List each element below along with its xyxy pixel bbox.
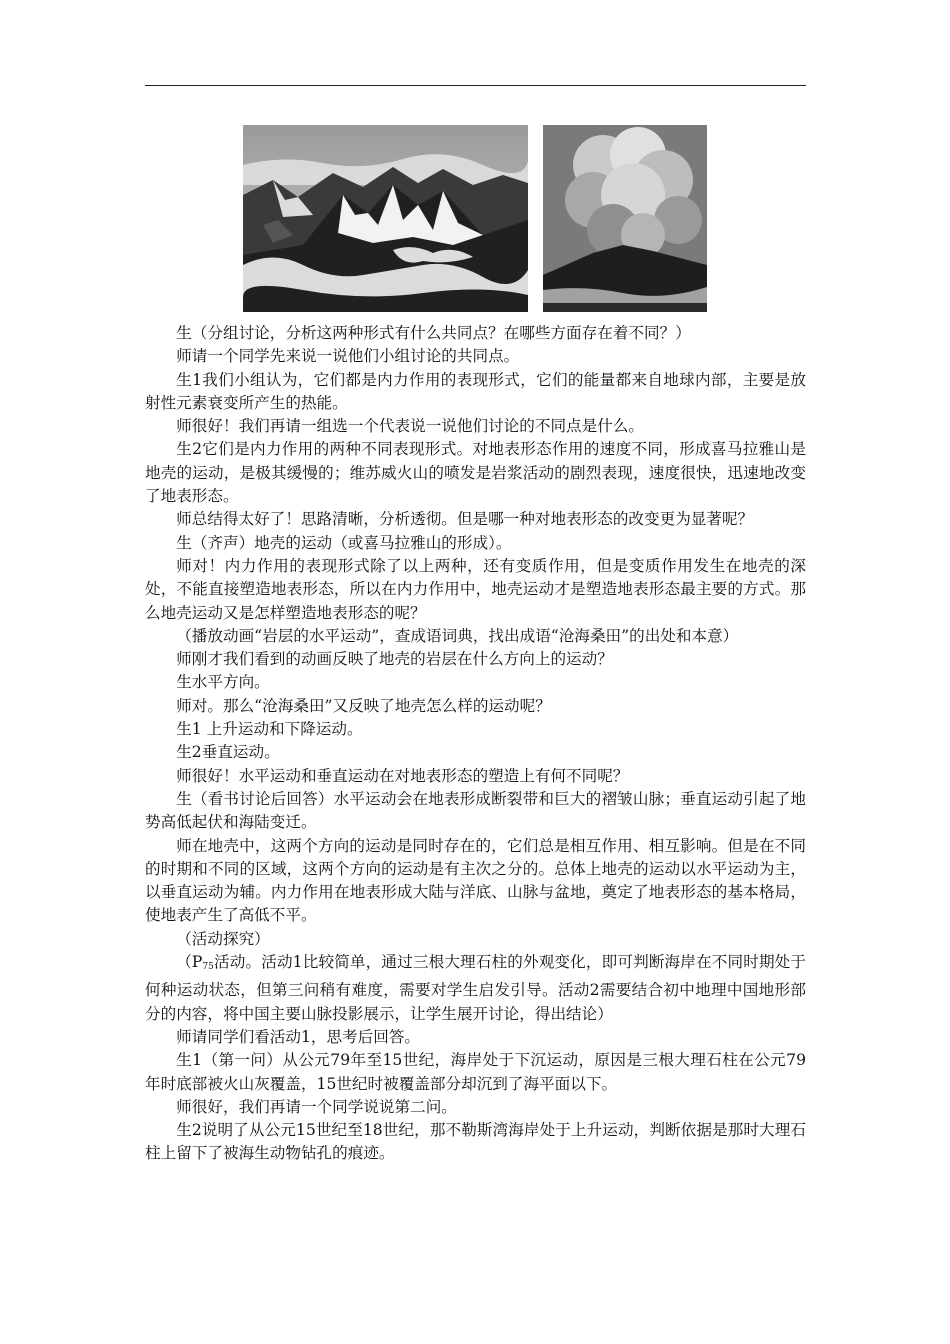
paragraph: （活动探究） xyxy=(176,929,270,948)
paragraph: 生2它们是内力作用的两种不同表现形式。对地表形态作用的速度不同，形成喜马拉雅山是地壳的运动，是极其缓慢的；维苏威火山的喷发是岩浆活动的剧烈表现，速度很快，迅速地改变了地表形态。 xyxy=(145,440,806,506)
activity-note-paragraph xyxy=(145,951,806,1026)
vesuvius-eruption-photo-icon xyxy=(543,125,707,312)
volcano-photo xyxy=(543,125,707,312)
paragraph: 师很好，我们再请一个同学说说第二问。 xyxy=(176,1097,457,1116)
paragraph: 师在地壳中，这两个方向的运动是同时存在的，它们总是相互作用、相互影响。但是在不同的时期和不同的区域，这两个方向的运动是有主次之分的。总体上地壳的运动以水平运动为主，以垂直运动为辅。内力作用在地表形成大陆与洋底、山脉与盆地，奠定了地表形态的基本格局，使地表产生了高低不平。 xyxy=(145,836,806,925)
paragraph: （播放动画“岩层的水平运动”，查成语词典，找出成语“沧海桑田”的出处和本意） xyxy=(176,626,739,645)
paragraph: 师对！内力作用的表现形式除了以上两种，还有变质作用，但是变质作用发生在地壳的深处，不能直接塑造地表形态，所以在内力作用中，地壳运动才是塑造地表形态最主要的方式。那么地壳运动又是怎样塑造地表形态的呢？ xyxy=(145,556,806,622)
paragraph: 师对。那么“沧海桑田”又反映了地壳怎么样的运动呢？ xyxy=(176,696,551,715)
paragraph: 师刚才我们看到的动画反映了地壳的岩层在什么方向上的运动？ xyxy=(176,650,613,669)
activity-note-prefix: （P xyxy=(176,953,203,972)
paragraph: 生1 上升运动和下降运动。 xyxy=(176,720,363,739)
paragraph: 生1我们小组认为，它们都是内力作用的表现形式，它们的能量都来自地球内部，主要是放射性元素衰变所产生的热能。 xyxy=(145,370,806,412)
paragraph: 生（齐声）地壳的运动（或喜马拉雅山的形成）。 xyxy=(176,533,512,552)
himalaya-mountain-photo-icon xyxy=(243,125,528,312)
page-subscript: 75 xyxy=(202,962,214,973)
header-rule xyxy=(145,85,806,86)
paragraph: 师很好！我们再请一组选一个代表说一说他们讨论的不同点是什么。 xyxy=(176,417,645,436)
paragraph: 生2说明了从公元15世纪至18世纪，那不勒斯湾海岸处于上升运动，判断依据是那时大理石柱上留下了被海生动物钻孔的痕迹。 xyxy=(145,1121,806,1163)
paragraph: 生水平方向。 xyxy=(176,673,270,692)
paragraph: 师请同学们看活动1，思考后回答。 xyxy=(176,1027,421,1046)
paragraph: 生1（第一问）从公元79年至15世纪，海岸处于下沉运动，原因是三根大理石柱在公元79年时底部被火山灰覆盖，15世纪时被覆盖部分却沉到了海平面以下。 xyxy=(145,1051,806,1093)
paragraph: 生（看书讨论后回答）水平运动会在地表形成断裂带和巨大的褶皱山脉；垂直运动引起了地势高低起伏和海陆变迁。 xyxy=(145,789,806,832)
paragraph: 师总结得太好了！思路清晰，分析透彻。但是哪一种对地表形态的改变更为显著呢？ xyxy=(176,510,754,529)
document-body xyxy=(145,322,806,1166)
activity-note-body: 活动。活动1比较简单，通过三根大理石柱的外观变化，即可判断海岸在不同时期处于何种运动状态，但第三问稍有难度，需要对学生启发引导。活动2需要结合初中地理中国地形部分的内容，将中国主要山脉投影展示，让学生展开讨论，得出结论） xyxy=(145,953,807,1023)
paragraph: 生2垂直运动。 xyxy=(176,743,280,762)
paragraph: 生（分组讨论，分析这两种形式有什么共同点？在哪些方面存在着不同？） xyxy=(176,324,691,342)
paragraph: 师很好！水平运动和垂直运动在对地表形态的塑造上有何不同呢？ xyxy=(176,766,629,785)
paragraph: 师请一个同学先来说一说他们小组讨论的共同点。 xyxy=(176,347,520,366)
mountain-photo xyxy=(243,125,528,312)
